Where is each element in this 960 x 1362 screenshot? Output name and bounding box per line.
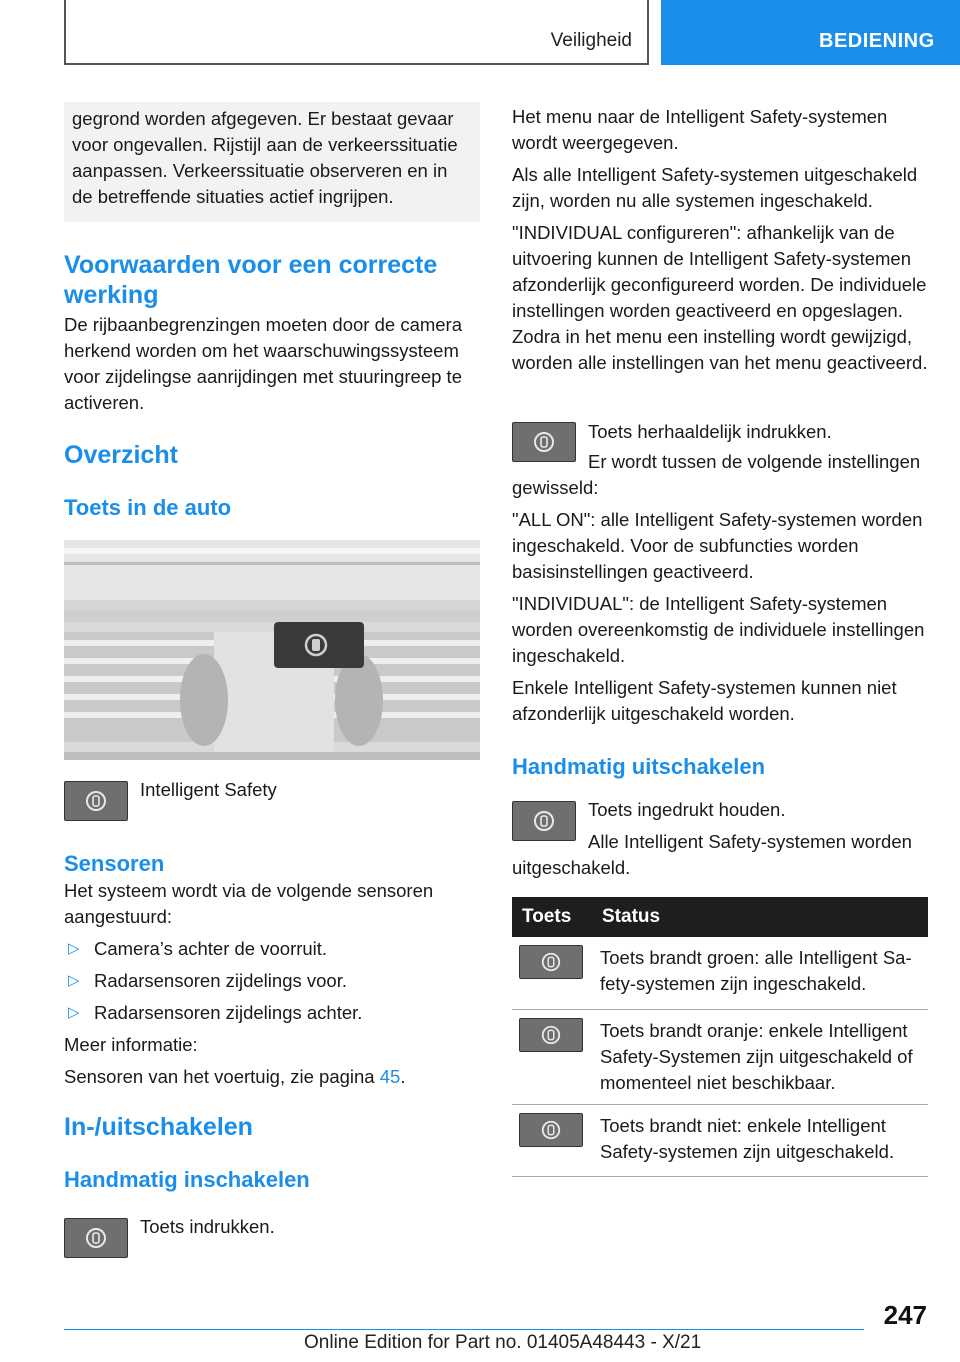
paragraph-alle-uit: Alle Intelligent Safety-systemen worden uitgeschakeld. (512, 831, 912, 878)
paragraph-enkele: Enkele Intelligent Safety-systemen kunnen niet afzonderlijk uitgeschakeld worden. (512, 677, 897, 724)
button-green-icon (519, 945, 583, 979)
right-column-settings (512, 507, 928, 781)
heading-toets-in-de-auto: Toets in de auto (64, 495, 232, 520)
left-column-sensoren (64, 850, 480, 1194)
bullet-triangle-icon: ▷ (68, 1004, 80, 1021)
table-row (512, 1009, 928, 1104)
intelligent-safety-button-icon (64, 781, 128, 821)
table-row (512, 1104, 928, 1176)
section-title: Veiligheid (550, 30, 632, 51)
heading-in-uitschakelen: In-/uitschakelen (64, 1113, 253, 1141)
page-number: 247 (883, 1300, 927, 1330)
column-header-toets: Toets (512, 897, 592, 937)
warning-note: gegrond worden afgegeven. Er bestaat gevaar voor ongevallen. Rijstijl aan de verkeerssituatie aanpassen. Verkeerssituatie observeren en in de betreffende situaties actief ingrijpen. (64, 102, 480, 222)
footer-edition: Online Edition for Part no. 01405A48443 - X/21 (304, 1332, 702, 1353)
page-link[interactable]: 45 (379, 1066, 401, 1087)
bullet-triangle-icon: ▷ (68, 972, 80, 989)
paragraph-all-on: "ALL ON": alle Intelligent Safety-systemen worden ingeschakeld. Voor de subfuncties worden basisinstellingen geactiveerd. (512, 509, 923, 582)
dashboard-photo (64, 540, 480, 760)
footer-divider (64, 1329, 864, 1330)
table-cell-status: Toets brandt niet: enkele Intelligent Safety-systemen zijn uitgeschakeld. (592, 1104, 928, 1176)
table-header-row (512, 897, 928, 937)
table-cell-icon (512, 937, 592, 1009)
paragraph-herhaald: Toets herhaaldelijk indrukken. (588, 421, 832, 442)
heading-voorwaarden: Voorwaarden voor een correcte werking (64, 251, 438, 309)
list-item: ▷ Camera’s achter de voorruit. (64, 936, 480, 962)
chapter-tab[interactable]: BEDIENING (661, 0, 960, 65)
heading-sensoren: Sensoren (64, 851, 165, 876)
sensoren-reference: Sensoren van het voertuig, zie pagina 45. (64, 1066, 406, 1087)
paragraph-toets-indrukken: Toets indrukken. (140, 1216, 275, 1237)
list-item: ▷ Radarsensoren zijdelings achter. (64, 1000, 480, 1026)
table-cell-icon (512, 1104, 592, 1176)
bullet-triangle-icon: ▷ (68, 940, 80, 957)
heading-handmatig-inschakelen: Handmatig inschakelen (64, 1167, 310, 1192)
right-column-top (512, 104, 928, 382)
heading-handmatig-uitschakelen: Handmatig uitschakelen (512, 754, 766, 779)
button-orange-icon (519, 1018, 583, 1052)
icon-label: Intelligent Safety (140, 779, 277, 800)
paragraph-menu: Het menu naar de Intelligent Safety-systemen wordt weergegeven. (512, 106, 888, 153)
paragraph-alle-uitgeschakeld: Als alle Intelligent Safety-systemen uitgeschakeld zijn, worden nu alle systemen ingeschakeld. (512, 164, 918, 211)
table-row (512, 937, 928, 1009)
paragraph-ingedrukt: Toets ingedrukt houden. (588, 799, 786, 820)
table-cell-status: Toets brandt groen: alle Intelligent Safety-systemen zijn ingeschakeld. (592, 937, 928, 1009)
button-off-icon (519, 1113, 583, 1147)
heading-overzicht: Overzicht (64, 441, 178, 469)
status-table (512, 897, 928, 1177)
paragraph-sensoren: Het systeem wordt via de volgende sensoren aangestuurd: (64, 880, 434, 927)
intelligent-safety-button-icon (64, 1218, 128, 1258)
column-header-status: Status (592, 897, 928, 937)
table-cell-status: Toets brandt oranje: enkele Intelligent Safety-Systemen zijn uitgeschakeld of momenteel niet beschikbaar. (592, 1009, 928, 1104)
left-column-top (64, 250, 480, 522)
paragraph-gewisseld: Er wordt tussen de volgende instellingen gewisseld: (512, 451, 921, 498)
list-item: ▷ Radarsensoren zijdelings voor. (64, 968, 480, 994)
paragraph-individual: "INDIVIDUAL": de Intelligent Safety-systemen worden overeenkomstig de individuele instellingen ingeschakeld. (512, 593, 925, 666)
table-cell-icon (512, 1009, 592, 1104)
paragraph-voorwaarden: De rijbaanbegrenzingen moeten door de camera herkend worden om het waarschuwingssysteem voor zijdelingse aanrijdingen met stuuringreep te activeren. (64, 314, 463, 413)
paragraph-individual-configureren: "INDIVIDUAL configureren": afhankelijk van de uitvoering kunnen de Intelligent Safety-systemen afzonderlijk geconfigureerd worden. De individuele instellingen worden geactiveerd en opgeslagen. Zodra in het menu een instelling wordt gewijzigd, worden alle instellingen van het menu geactiveerd. (512, 222, 928, 373)
meer-informatie-label: Meer informatie: (64, 1034, 198, 1055)
